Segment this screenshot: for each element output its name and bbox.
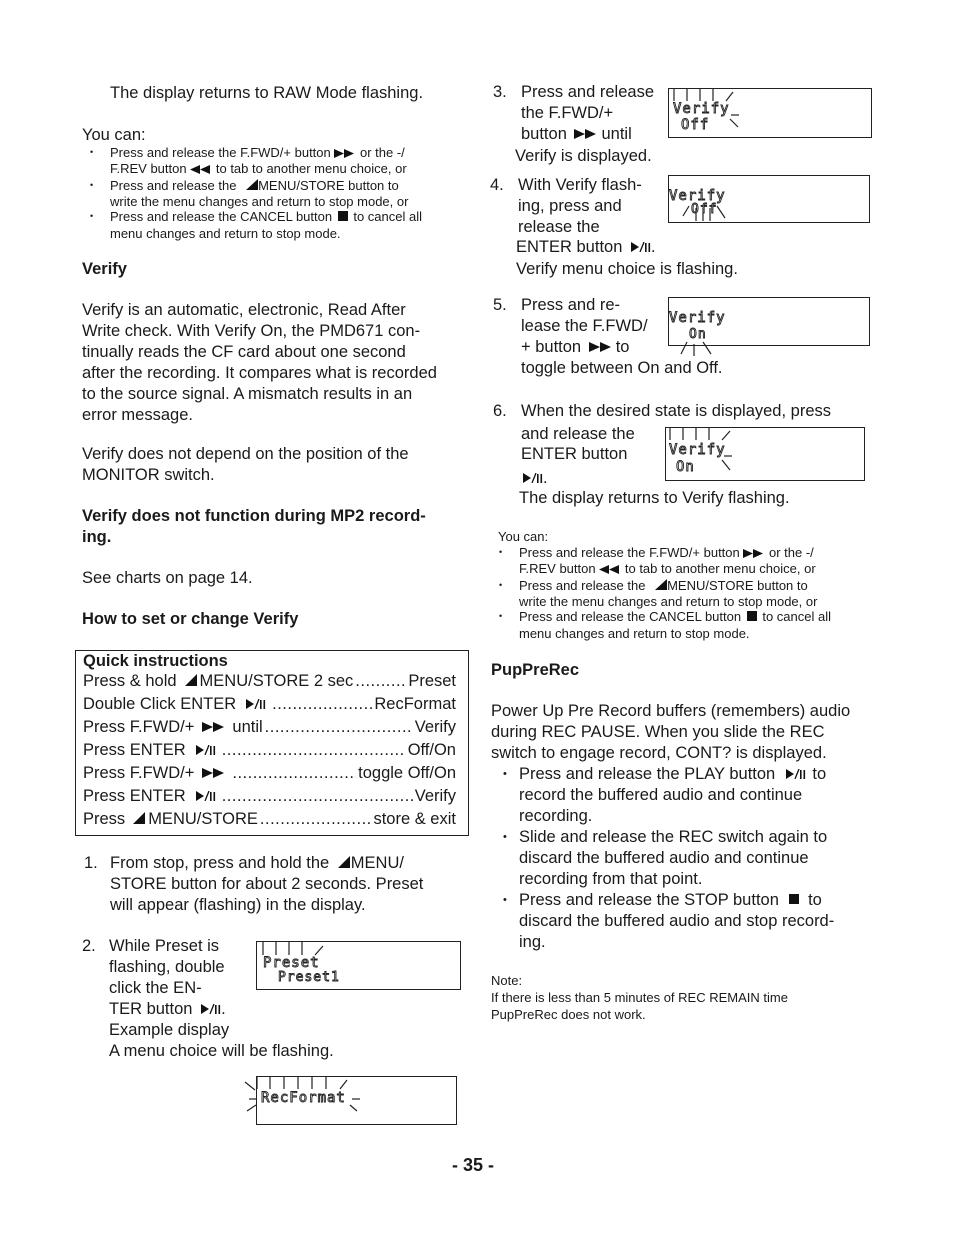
quick-row: Press F.FWD/+ ..... toggle Off/On <box>83 763 456 784</box>
verify-description: Verify is an automatic, electronic, Read After Write check. With Verify On, the PMD671 con- tinually reads the CF card about one second after the recording. It compares what is recorded to the source signal. A mismatch results in an error message. <box>82 301 437 424</box>
verify-mp2-note: Verify does not function during MP2 record- ing. <box>82 507 426 546</box>
quick-row: Double Click ENTER ..... RecFormat <box>83 694 456 715</box>
play-pause-icon <box>196 740 216 761</box>
fast-forward-icon <box>334 146 356 162</box>
stop-icon <box>745 610 759 626</box>
list-item: • Press and release the CANCEL button to cancel all menu changes and return to stop mode. <box>82 209 462 241</box>
menu-store-icon <box>185 671 197 692</box>
menu-store-icon <box>655 578 667 594</box>
step-4-number: 4. <box>490 176 504 194</box>
list-item: • Slide and release the REC switch again to discard the buffered audio and continue recording from that point. <box>491 827 881 890</box>
quick-instructions-title: Quick instructions <box>83 652 228 670</box>
rewind-icon <box>599 562 621 578</box>
see-charts-text: See charts on page 14. <box>82 569 253 587</box>
note-label: Note: <box>491 973 523 988</box>
lcd-display-recformat: RecFormat <box>256 1076 457 1125</box>
quick-row: Press F.FWD/+ until ..... Verify <box>83 717 456 738</box>
quick-row: Press ENTER ..... Verify <box>83 786 456 807</box>
verify-monitor-note: Verify does not depend on the position of the MONITOR switch. <box>82 445 409 484</box>
stop-icon <box>336 210 350 226</box>
list-item: • Press and release the MENU/STORE button to write the menu changes and return to stop mode, or <box>82 178 462 210</box>
step-1-text: From stop, press and hold the MENU/ STORE button for about 2 seconds. Preset will appear (flashing) in the display. <box>110 854 424 915</box>
step-6-number: 6. <box>493 402 507 420</box>
menu-store-icon <box>246 178 258 194</box>
list-item: • Press and release the PLAY button to record the buffered audio and continue recording. <box>491 764 881 827</box>
page-number: - 35 - <box>452 1155 495 1175</box>
play-pause-icon <box>786 764 806 785</box>
step-6-line2: and release the <box>521 425 635 443</box>
pupprerec-list <box>491 764 881 953</box>
step-1-number: 1. <box>84 854 98 872</box>
list-item: • Press and release the CANCEL button to cancel all menu changes and return to stop mode. <box>491 609 881 641</box>
list-item: • Press and release the STOP button to discard the buffered audio and stop record- ing. <box>491 890 881 953</box>
lcd-display-verify-off-flashing: Verify Off <box>668 175 870 223</box>
step-2-number: 2. <box>82 937 96 955</box>
lcd-display-preset: Preset Preset1 <box>256 941 461 990</box>
fast-forward-icon <box>202 717 226 738</box>
menu-store-icon <box>338 853 350 874</box>
menu-store-icon <box>133 809 145 830</box>
play-pause-icon <box>631 237 651 258</box>
play-pause-icon <box>196 786 216 807</box>
fast-forward-icon <box>743 546 765 562</box>
list-item: • Press and release the F.FWD/+ button or the -/ F.REV button to tab to another menu choice, or <box>82 145 462 178</box>
pupprerec-description: Power Up Pre Record buffers (remembers) audio during REC PAUSE. When you slide the REC switch to engage record, CONT? is displayed. <box>491 702 851 762</box>
step-6-result: The display returns to Verify flashing. <box>519 489 790 507</box>
you-can-list <box>82 145 462 241</box>
step-2-text: While Preset is flashing, double click the EN- TER button . Example display A menu choice will be flashing. <box>109 937 334 1061</box>
step-3-result: Verify is displayed. <box>515 147 652 165</box>
lcd-display-verify-on-final: Verify On <box>665 427 865 481</box>
quick-row: Press & hold MENU/STORE 2 sec ..... Preset <box>83 671 456 692</box>
step-4-result: Verify menu choice is flashing. <box>516 260 738 278</box>
fast-forward-icon <box>574 124 598 145</box>
you-can-label: You can: <box>82 126 146 144</box>
step-4-text: With Verify flash- ing, press and release the <box>518 176 642 236</box>
step-5-text: Press and re- lease the F.FWD/ + button to toggle between On and Off. <box>521 296 723 378</box>
verify-heading: Verify <box>82 260 127 278</box>
you-can-list <box>491 545 881 641</box>
you-can-label: You can: <box>498 529 549 544</box>
step-3-text: Press and release the F.FWD/+ button until <box>521 82 671 145</box>
play-pause-icon <box>523 470 543 488</box>
list-item: • Press and release the MENU/STORE button to write the menu changes and return to stop mode, or <box>491 578 881 610</box>
lcd-display-verify-on: Verify On <box>668 297 870 346</box>
quick-instructions-box <box>75 650 469 836</box>
step-6-line3: ENTER button <box>521 445 628 463</box>
intro-text: The display returns to RAW Mode flashing. <box>110 84 424 102</box>
how-to-heading: How to set or change Verify <box>82 610 299 628</box>
stop-icon <box>787 890 801 911</box>
note-text: If there is less than 5 minutes of REC REMAIN time PupPreRec does not work. <box>491 990 788 1022</box>
quick-row: Press ENTER ..... Off/On <box>83 740 456 761</box>
list-item: • Press and release the F.FWD/+ button or the -/ F.REV button to tab to another menu choice, or <box>491 545 881 578</box>
step-4-enter: ENTER button . <box>516 237 656 258</box>
rewind-icon <box>190 162 212 178</box>
step-5-number: 5. <box>493 296 507 314</box>
step-3-number: 3. <box>493 83 507 101</box>
lcd-display-verify-off: Verify Off <box>668 88 872 138</box>
fast-forward-icon <box>589 337 613 358</box>
pupprerec-heading: PupPreRec <box>491 661 580 679</box>
play-pause-icon <box>201 999 221 1020</box>
fast-forward-icon <box>202 763 226 784</box>
step-6-enter-icon: . <box>523 468 548 489</box>
quick-row: Press MENU/STORE ..... store & exit <box>83 809 456 830</box>
step-6-line1: When the desired state is displayed, press <box>521 402 831 420</box>
play-pause-icon <box>246 694 266 715</box>
